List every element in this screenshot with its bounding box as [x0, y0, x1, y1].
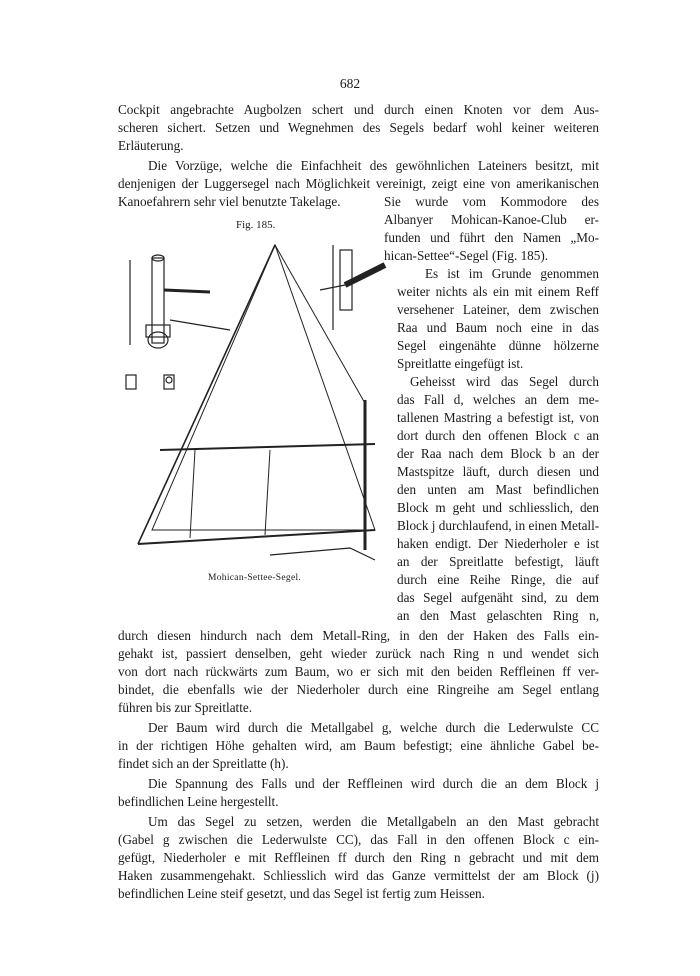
text-line: Albanyer Mohican-Kanoe-Club er- [384, 212, 599, 227]
text-line: Segel eingenähte dünne hölzerne [397, 338, 599, 353]
text-line: den unten am Mast befindlichen [397, 482, 599, 497]
figure-caption: Mohican-Settee-Segel. [208, 573, 302, 583]
text-line: weiter nichts als ein mit einem Reff [397, 284, 599, 299]
text-line: haken endigt. Der Niederholer e ist [397, 536, 599, 551]
text-line: denjenigen der Luggersegel nach Möglichkeit vereinigt, zeigt eine von amerikanischen [118, 176, 599, 191]
text-line: Block m geht und schliesslich, den [397, 500, 599, 515]
text-line: Mastspitze läuft, durch diesen und [397, 464, 599, 479]
text-line: in der richtigen Höhe gehalten wird, am Baum befestigt; eine ähnliche Gabel be- [118, 738, 599, 753]
text-line: an den Mast gelaschten Ring n, [397, 608, 599, 623]
text-line: gefügt, Niederholer e mit Reffleinen ff durch den Ring n gebracht und mit dem [118, 850, 599, 865]
text-line: versehener Lateiner, dem zwischen [397, 302, 599, 317]
figure-label: Fig. 185. [236, 219, 276, 231]
text-line: Der Baum wird durch die Metallgabel g, welche durch die Lederwulste CC [148, 720, 599, 735]
text-line: bindet, die ebenfalls wie der Niederholer durch eine Ringreihe am Segel entlang [118, 682, 599, 697]
text-line: (Gabel g zwischen die Lederwulste CC), das Fall in den offenen Block c ein- [118, 832, 599, 847]
text-line: Erläuterung. [118, 138, 184, 153]
page-number: 682 [339, 76, 361, 91]
text-line: an der Spreitlatte befestigt, läuft [397, 554, 599, 569]
text-line: dort durch den offenen Block c an [397, 428, 599, 443]
text-line: Sie wurde vom Kommodore des [384, 194, 599, 209]
text-line: Raa und Baum noch eine in das [397, 320, 599, 335]
text-line: von dort nach rückwärts zum Baum, wo er sich mit den beiden Reffleinen ff ver- [118, 664, 599, 679]
sail-outline [152, 245, 375, 530]
text-line: Um das Segel zu setzen, werden die Metallgabeln an den Mast gebracht [148, 814, 599, 829]
upper-mast-detail [320, 245, 385, 330]
text-line: der Raa nach dem Block b an der [397, 446, 599, 461]
text-line: Die Vorzüge, welche die Einfachheit des gewöhnlichen Lateiners besitzt, mit [148, 158, 599, 173]
text-line: gehakt ist, passiert denselben, geht wieder zurück nach Ring n und wendet sich [118, 646, 599, 661]
small-parts-detail [126, 375, 174, 389]
text-line: Kanoefahrern sehr viel benutzte Takelage. [118, 194, 341, 209]
text-line: tallenen Mastring a befestigt ist, von [397, 410, 599, 425]
text-line: Geheisst wird das Segel durch [410, 374, 599, 389]
sail-diagram [120, 230, 400, 570]
text-line: durch eine Reihe Ringe, die auf [397, 572, 599, 587]
text-line: durch diesen hindurch nach dem Metall-Ring, in den der Haken des Falls ein- [118, 628, 599, 643]
text-line: scheren sichert. Setzen und Wegnehmen des Segels bedarf wohl keiner weiteren [118, 120, 599, 135]
text-line: Spreitlatte eingefügt ist. [397, 356, 524, 371]
text-line: führen bis zur Spreitlatte. [118, 700, 253, 715]
text-line: Cockpit angebrachte Augbolzen schert und durch einen Knoten vor dem Aus- [118, 102, 599, 117]
text-line: das Fall d, welches an dem me- [397, 392, 599, 407]
text-line: Es ist im Grunde genommen [425, 266, 599, 281]
mast-fitting-detail [130, 255, 230, 348]
text-line: das Segel aufgenäht sind, zu dem [397, 590, 599, 605]
text-line: Block j durchlaufend, in einen Metall- [397, 518, 600, 533]
text-line: findet sich an der Spreitlatte (h). [118, 756, 289, 771]
text-line: funden und führt den Namen „Mo- [384, 230, 599, 245]
text-line: hican-Settee“-Segel (Fig. 185). [384, 248, 549, 263]
text-line: befindlichen Leine steif gesetzt, und das Segel ist fertig zum Heissen. [118, 886, 485, 901]
text-line: Die Spannung des Falls und der Reffleinen wird durch die an dem Block j [148, 776, 599, 791]
text-line: befindlichen Leine hergestellt. [118, 794, 279, 809]
text-line: Haken zusammengehakt. Schliesslich wird das Ganze vermittelst der am Block (j) [118, 868, 599, 883]
